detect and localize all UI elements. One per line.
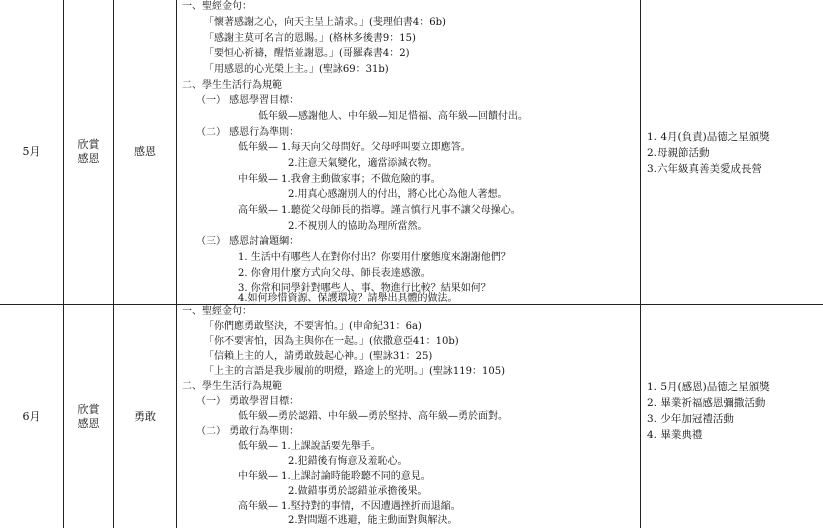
section-heading: 二、學生生活行為規範 [182, 80, 282, 91]
month-cell [0, 305, 63, 528]
category-cell [64, 305, 113, 528]
rule-text: 低年級— 1.上課說話要先舉手。 [238, 441, 381, 452]
rule-text: 高年級— 1.聽從父母師長的指導。謹言慎行凡事不讓父母操心。 [238, 205, 521, 216]
virtue-label: 勇敢 [134, 409, 156, 423]
discussion-question: 3. 你常和同學針對哪些人、事、物進行比較？結果如何？ [238, 283, 491, 294]
subsection-heading: （三） 感恩討論題綱： [196, 236, 300, 247]
scripture-verse: 「你不要害怕，因為主與你在一起。」(依撒意亞41：10b) [204, 336, 459, 347]
discussion-question: 1. 生活中有哪些人在對你付出？你要用什麼態度來謝謝他們？ [238, 252, 511, 263]
activity-item: 1. 5月(感恩)品德之星頒獎 [647, 381, 770, 393]
rule-text: 2.犯錯後有悔意及羞恥心。 [288, 456, 408, 467]
rule-text: 中年級— 1.上課討論時能聆聽不同的意見。 [238, 471, 431, 482]
rule-text: 低年級— 1.每天向父母問好。父母呼叫要立即應答。 [238, 142, 471, 153]
month-cell [0, 0, 63, 304]
scripture-verse: 「信賴上主的人，請勇敢鼓起心神。」(聖詠31：25) [204, 351, 433, 362]
activity-item: 3. 少年加冠禮活動 [647, 413, 734, 425]
column-divider [640, 0, 641, 528]
virtue-cell [114, 305, 176, 528]
scripture-verse: 「要恒心祈禱，醒悟並謝恩。」(哥羅森書4：2) [204, 48, 410, 59]
scripture-verse: 「你們應勇敢堅決，不要害怕。」(申命紀31：6a) [204, 321, 422, 332]
category-cell [64, 0, 113, 304]
rule-text: 2.用真心感謝別人的付出，將心比心為他人著想。 [288, 189, 508, 200]
section-heading: 二、學生生活行為規範 [182, 381, 282, 392]
virtue-cell [114, 0, 176, 304]
virtue-label: 感恩 [134, 145, 156, 158]
subsection-heading: （一） 勇敢學習目標： [196, 396, 300, 407]
subsection-heading: （二） 勇敢行為準則： [196, 426, 300, 437]
category-label: 欣賞感恩 [77, 138, 100, 165]
discussion-question: 4.如何珍惜資源、保護環境？請舉出具體的做法。 [238, 293, 458, 304]
activity-item: 4. 畢業典禮 [647, 429, 703, 441]
rule-text: 2.做錯事勇於認錯並承擔後果。 [288, 486, 428, 497]
section-heading: 一、聖經金句： [182, 1, 252, 12]
scripture-verse: 「懷著感謝之心，向天主呈上請求。」(斐理伯書4：6b) [204, 17, 446, 28]
column-divider [176, 0, 177, 528]
month-label: 5月 [22, 145, 41, 158]
rule-text: 2.不視別人的協助為理所當然。 [288, 221, 428, 232]
rule-text: 2.對問題不逃避，能主動面對與解決。 [288, 515, 458, 526]
subsection-heading: （二） 感恩行為準則： [196, 127, 300, 138]
rule-text: 中年級— 1.我會主動做家事；不做危險的事。 [238, 174, 441, 185]
discussion-question: 2. 你會用什麼方式向父母、師長表達感激。 [238, 268, 431, 279]
rule-text: 高年級— 1.堅持對的事情，不因遭遇挫折而退縮。 [238, 501, 461, 512]
activity-item: 2. 畢業祈福感恩彌撒活動 [647, 397, 766, 409]
subsection-heading: （一） 感恩學習目標： [196, 95, 300, 106]
category-label: 欣賞感恩 [77, 402, 100, 430]
section-heading: 一、聖經金句： [182, 306, 252, 317]
goal-text: 低年級—感謝他人、中年級—知足惜福、高年級—回饋付出。 [258, 111, 528, 122]
rule-text: 2.注意天氣變化，適當添減衣物。 [288, 158, 438, 169]
scripture-verse: 「感謝主莫可名言的恩賜。」(格林多後書9：15) [204, 33, 416, 44]
goal-text: 低年級—勇於認錯、中年級—勇於堅持、高年級—勇於面對。 [238, 411, 508, 422]
activity-item: 1. 4月(負責)品德之星頒獎 [647, 131, 770, 143]
month-label: 6月 [22, 409, 41, 423]
scripture-verse: 「上主的言語是我步履前的明燈，路途上的光明。」(聖詠119：105) [204, 366, 505, 377]
activity-item: 3.六年級真善美愛成長營 [647, 163, 763, 175]
activity-item: 2.母親節活動 [647, 147, 710, 159]
scripture-verse: 「用感恩的心光榮上主。」(聖詠69：31b) [204, 64, 389, 75]
